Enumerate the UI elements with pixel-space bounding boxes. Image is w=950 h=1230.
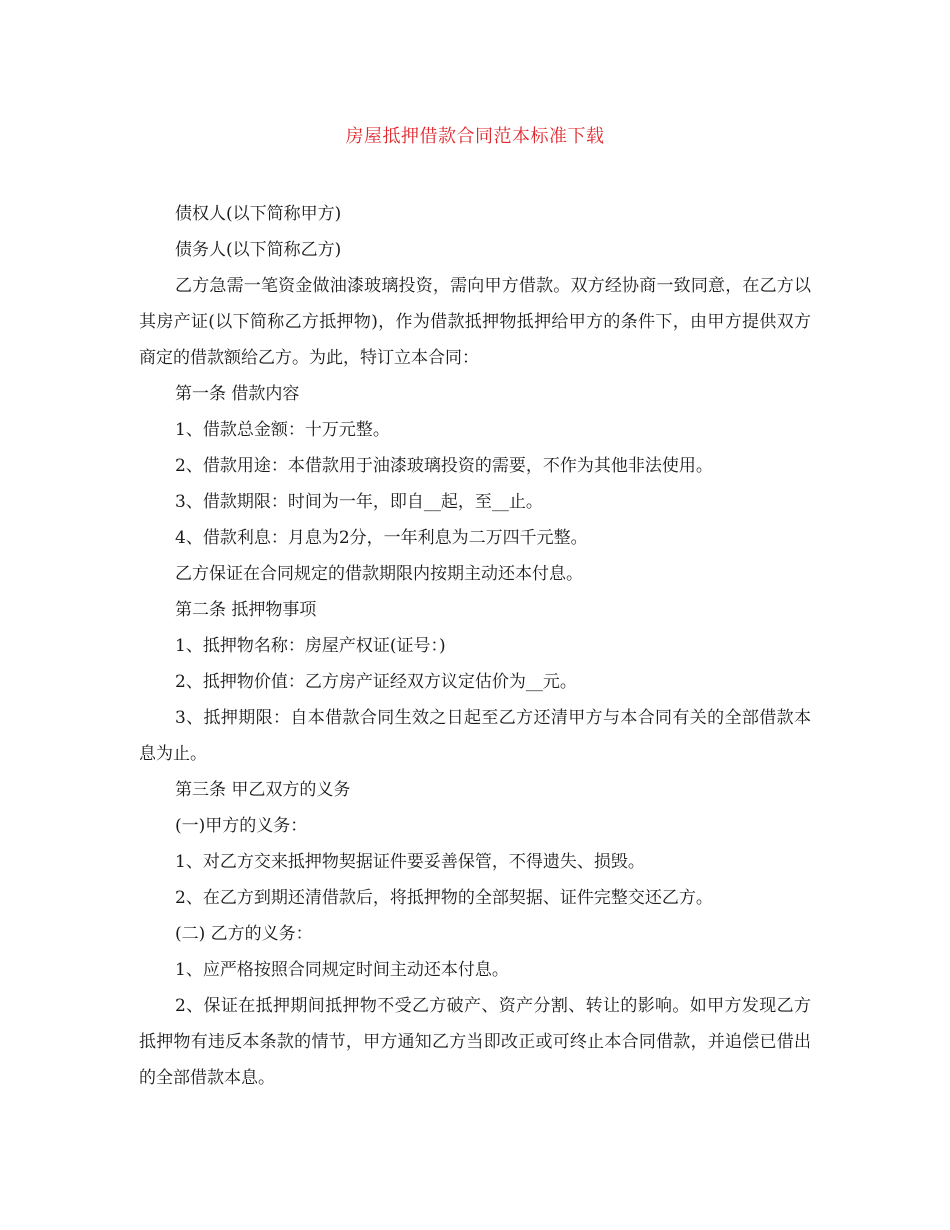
party-a-duties-heading: (一)甲方的义务： [175,816,308,836]
party-b-duty-2: 2、保证在抵押期间抵押物不受乙方破产、资产分割、转让的影响。如甲方发现乙方抵押物有违反本条款的情节，甲方通知乙方当即改正或可终止本合同借款，并追偿已借出的全部借款本息。 [139,996,811,1088]
article-2-item-2: 2、抵押物价值：乙方房产证经双方议定估价为__元。 [175,672,577,692]
article-1-item-1: 1、借款总金额：十万元整。 [175,420,390,440]
document-body [139,196,811,1096]
party-b-duties-heading: (二) 乙方的义务： [175,924,313,944]
article-1-item-2: 2、借款用途：本借款用于油漆玻璃投资的需要，不作为其他非法使用。 [175,456,713,476]
party-a-duty-2: 2、在乙方到期还清借款后，将抵押物的全部契据、证件完整交还乙方。 [175,888,713,908]
article-3-heading: 第三条 甲乙双方的义务 [175,780,351,800]
article-2-item-1: 1、抵押物名称：房屋产权证(证号：) [175,636,446,656]
article-2-item-3: 3、抵押期限：自本借款合同生效之日起至乙方还清甲方与本合同有关的全部借款本息为止。 [139,708,811,764]
document-title: 房屋抵押借款合同范本标准下载 [345,126,605,147]
paragraph-preamble: 乙方急需一笔资金做油漆玻璃投资，需向甲方借款。双方经协商一致同意，在乙方以其房产证(以下简称乙方抵押物)，作为借款抵押物抵押给甲方的条件下，由甲方提供双方商定的借款额给乙方。为此，特订立本合同： [139,276,811,368]
article-1-guarantee: 乙方保证在合同规定的借款期限内按期主动还本付息。 [175,564,583,584]
party-a-duty-1: 1、对乙方交来抵押物契据证件要妥善保管，不得遗失、损毁。 [175,852,645,872]
article-1-heading: 第一条 借款内容 [175,384,300,404]
article-1-item-3: 3、借款期限：时间为一年，即自__起，至__止。 [175,492,543,512]
party-b-duty-1: 1、应严格按照合同规定时间主动还本付息。 [175,960,509,980]
paragraph-debtor: 债务人(以下简称乙方) [175,240,342,260]
paragraph-creditor: 债权人(以下简称甲方) [175,204,342,224]
article-2-heading: 第二条 抵押物事项 [175,600,317,620]
article-1-item-4: 4、借款利息：月息为2分，一年利息为二万四千元整。 [175,528,588,548]
